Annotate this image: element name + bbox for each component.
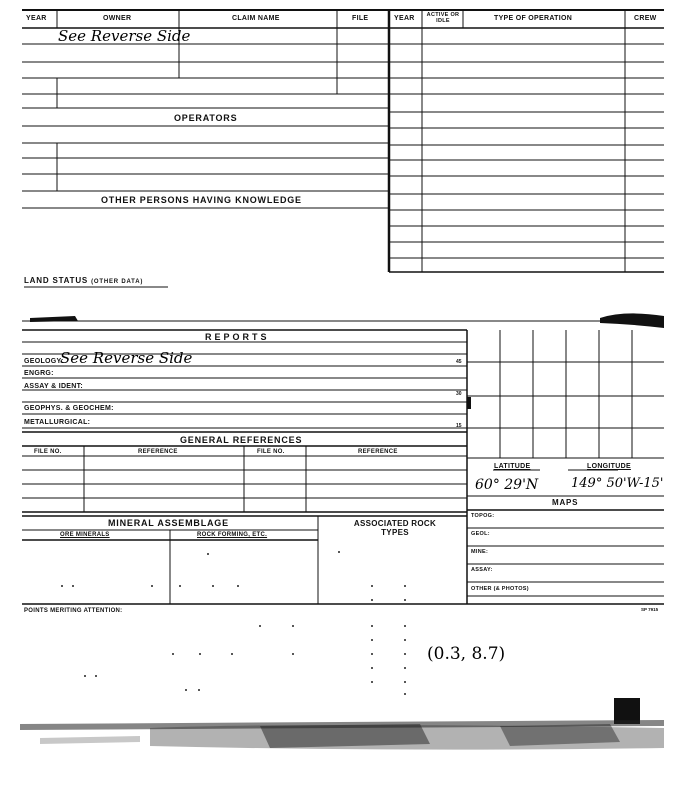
latitude-value: 60° 29'N xyxy=(475,477,539,493)
ref-header-file-no-1: FILE NO. xyxy=(34,449,62,455)
header-file: FILE xyxy=(352,15,369,22)
header-claim-name: CLAIM NAME xyxy=(232,15,280,22)
ref-header-reference-1: REFERENCE xyxy=(138,449,178,455)
ore-minerals-label: ORE MINERALS xyxy=(60,532,110,538)
latitude-label: LATITUDE xyxy=(494,463,531,470)
header-type-of-operation: TYPE OF OPERATION xyxy=(494,15,573,22)
map-row-mine: MINE: xyxy=(471,549,489,555)
map-row-geol: GEOL: xyxy=(471,531,490,537)
general-references-title: GENERAL REFERENCES xyxy=(180,435,303,445)
scan-noise xyxy=(20,720,664,750)
associated-rock-types-label: ASSOCIATED ROCK TYPES xyxy=(353,519,437,538)
report-number-15: 15 xyxy=(456,423,462,429)
report-number-30: 30 xyxy=(456,391,462,397)
report-label-geophys: GEOPHYS. & GEOCHEM: xyxy=(24,405,114,412)
other-persons-label: OTHER PERSONS HAVING KNOWLEDGE xyxy=(101,195,302,205)
points-meriting-attention-label: POINTS MERITING ATTENTION: xyxy=(24,608,123,614)
rock-forming-label: ROCK FORMING, ETC. xyxy=(197,532,268,538)
header-year: YEAR xyxy=(26,15,47,22)
ref-header-reference-2: REFERENCE xyxy=(358,449,398,455)
report-label-geology: GEOLOGY: xyxy=(24,358,64,365)
report-label-engrg: ENGRG: xyxy=(24,370,54,377)
map-row-assay: ASSAY: xyxy=(471,567,493,573)
operators-label: OPERATORS xyxy=(174,113,238,123)
longitude-value: 149° 50'W-15' xyxy=(571,476,664,491)
header-owner: OWNER xyxy=(103,15,132,22)
report-value-geology: See Reverse Side xyxy=(60,349,193,367)
maps-label: MAPS xyxy=(552,498,579,507)
map-row-other: OTHER (& PHOTOS) xyxy=(471,586,529,592)
report-number-45: 45 xyxy=(456,359,462,365)
reports-title: REPORTS xyxy=(205,332,270,342)
header-crew: CREW xyxy=(634,15,657,22)
land-status-label: LAND STATUS (OTHER DATA) xyxy=(24,276,144,285)
handwritten-coordinates: (0.3, 8.7) xyxy=(427,644,506,664)
report-label-assay: ASSAY & IDENT: xyxy=(24,383,84,390)
header-active-or-idle: ACTIVE OR IDLE xyxy=(426,12,460,25)
longitude-label: LONGITUDE xyxy=(587,463,631,470)
mineral-assemblage-title: MINERAL ASSEMBLAGE xyxy=(108,518,229,528)
header-year-right: YEAR xyxy=(394,15,415,22)
owner-entry: See Reverse Side xyxy=(58,27,191,45)
map-row-topog: TOPOG: xyxy=(471,513,495,519)
report-label-metallurgical: METALLURGICAL: xyxy=(24,419,91,426)
ref-header-file-no-2: FILE NO. xyxy=(257,449,285,455)
form-code: SP 7915 xyxy=(641,607,659,612)
